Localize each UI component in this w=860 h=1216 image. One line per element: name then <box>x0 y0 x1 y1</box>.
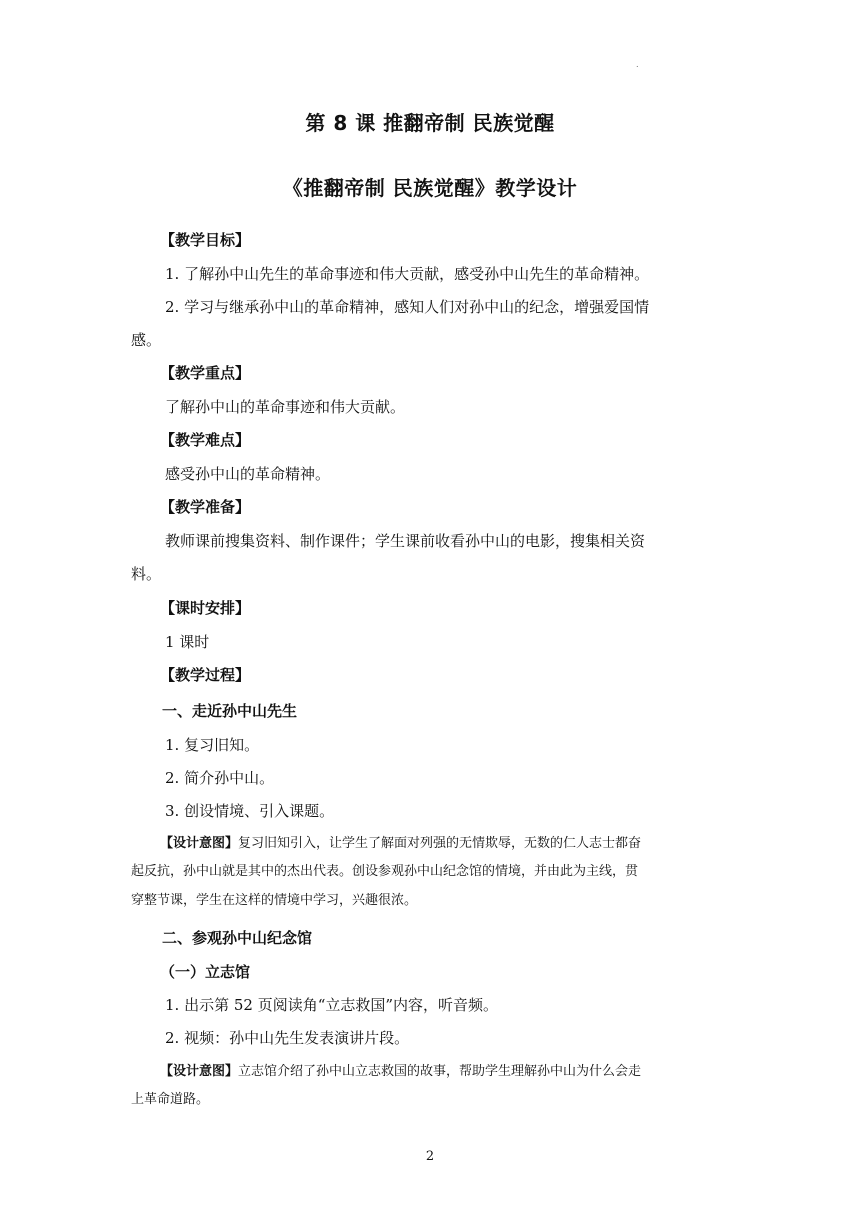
key-point-heading: 【教学重点】 <box>160 364 251 382</box>
header-mark: . <box>636 60 639 69</box>
schedule-heading: 【课时安排】 <box>160 599 251 617</box>
process-heading: 【教学过程】 <box>160 666 251 684</box>
section-1-design-line2: 起反抗，孙中山就是其中的杰出代表。创设参观孙中山纪念馆的情境，并由此为主线，贯 <box>131 864 639 879</box>
section-1-design-line3: 穿整节课，学生在这样的情境中学习，兴趣很浓。 <box>131 893 418 908</box>
section-2-design-line1 <box>160 1062 641 1082</box>
design-intent-text: 立志馆介绍了孙中山立志救国的故事，帮助学生理解孙中山为什么会走 <box>238 1064 642 1079</box>
page-number: 2 <box>425 1149 435 1164</box>
objectives-heading: 【教学目标】 <box>160 231 251 249</box>
section-2-design-line2: 上革命道路。 <box>131 1092 210 1107</box>
difficulty-text: 感受孙中山的革命精神。 <box>165 465 331 483</box>
section-1-item-3: 3. 创设情境、引入课题。 <box>165 802 335 820</box>
section-1-item-2: 2. 简介孙中山。 <box>165 769 275 787</box>
preparation-line2: 料。 <box>131 565 162 583</box>
section-1-item-1: 1. 复习旧知。 <box>165 736 260 754</box>
section-2-item-2: 2. 视频：孙中山先生发表演讲片段。 <box>165 1029 410 1047</box>
lesson-title: 第 8 课 推翻帝制 民族觉醒 <box>305 111 555 135</box>
design-title: 《推翻帝制 民族觉醒》教学设计 <box>282 176 578 200</box>
preparation-line1: 教师课前搜集资料、制作课件；学生课前收看孙中山的电影，搜集相关资 <box>165 532 646 550</box>
section-2-item-1: 1. 出示第 52 页阅读角“立志救国”内容，听音频。 <box>165 996 499 1014</box>
objective-item-1: 1. 了解孙中山先生的革命事迹和伟大贡献，感受孙中山先生的革命精神。 <box>165 265 650 283</box>
difficulty-heading: 【教学难点】 <box>160 431 251 449</box>
objective-item-2-line1: 2. 学习与继承孙中山的革命精神，感知人们对孙中山的纪念，增强爱国情 <box>165 298 650 316</box>
schedule-text: 1 课时 <box>165 633 210 651</box>
design-intent-text: 复习旧知引入，让学生了解面对列强的无情欺辱，无数的仁人志士都奋 <box>238 836 642 851</box>
design-intent-label: 【设计意图】 <box>160 1064 239 1079</box>
objective-item-2-line2: 感。 <box>131 331 162 349</box>
section-1-design-line1 <box>160 834 641 854</box>
section-2-title: 二、参观孙中山纪念馆 <box>162 929 313 947</box>
section-1-title: 一、走近孙中山先生 <box>162 702 298 720</box>
preparation-heading: 【教学准备】 <box>160 498 251 516</box>
section-2-sub-1: （一）立志馆 <box>160 963 251 981</box>
key-point-text: 了解孙中山的革命事迹和伟大贡献。 <box>165 398 406 416</box>
design-intent-label: 【设计意图】 <box>160 836 239 851</box>
